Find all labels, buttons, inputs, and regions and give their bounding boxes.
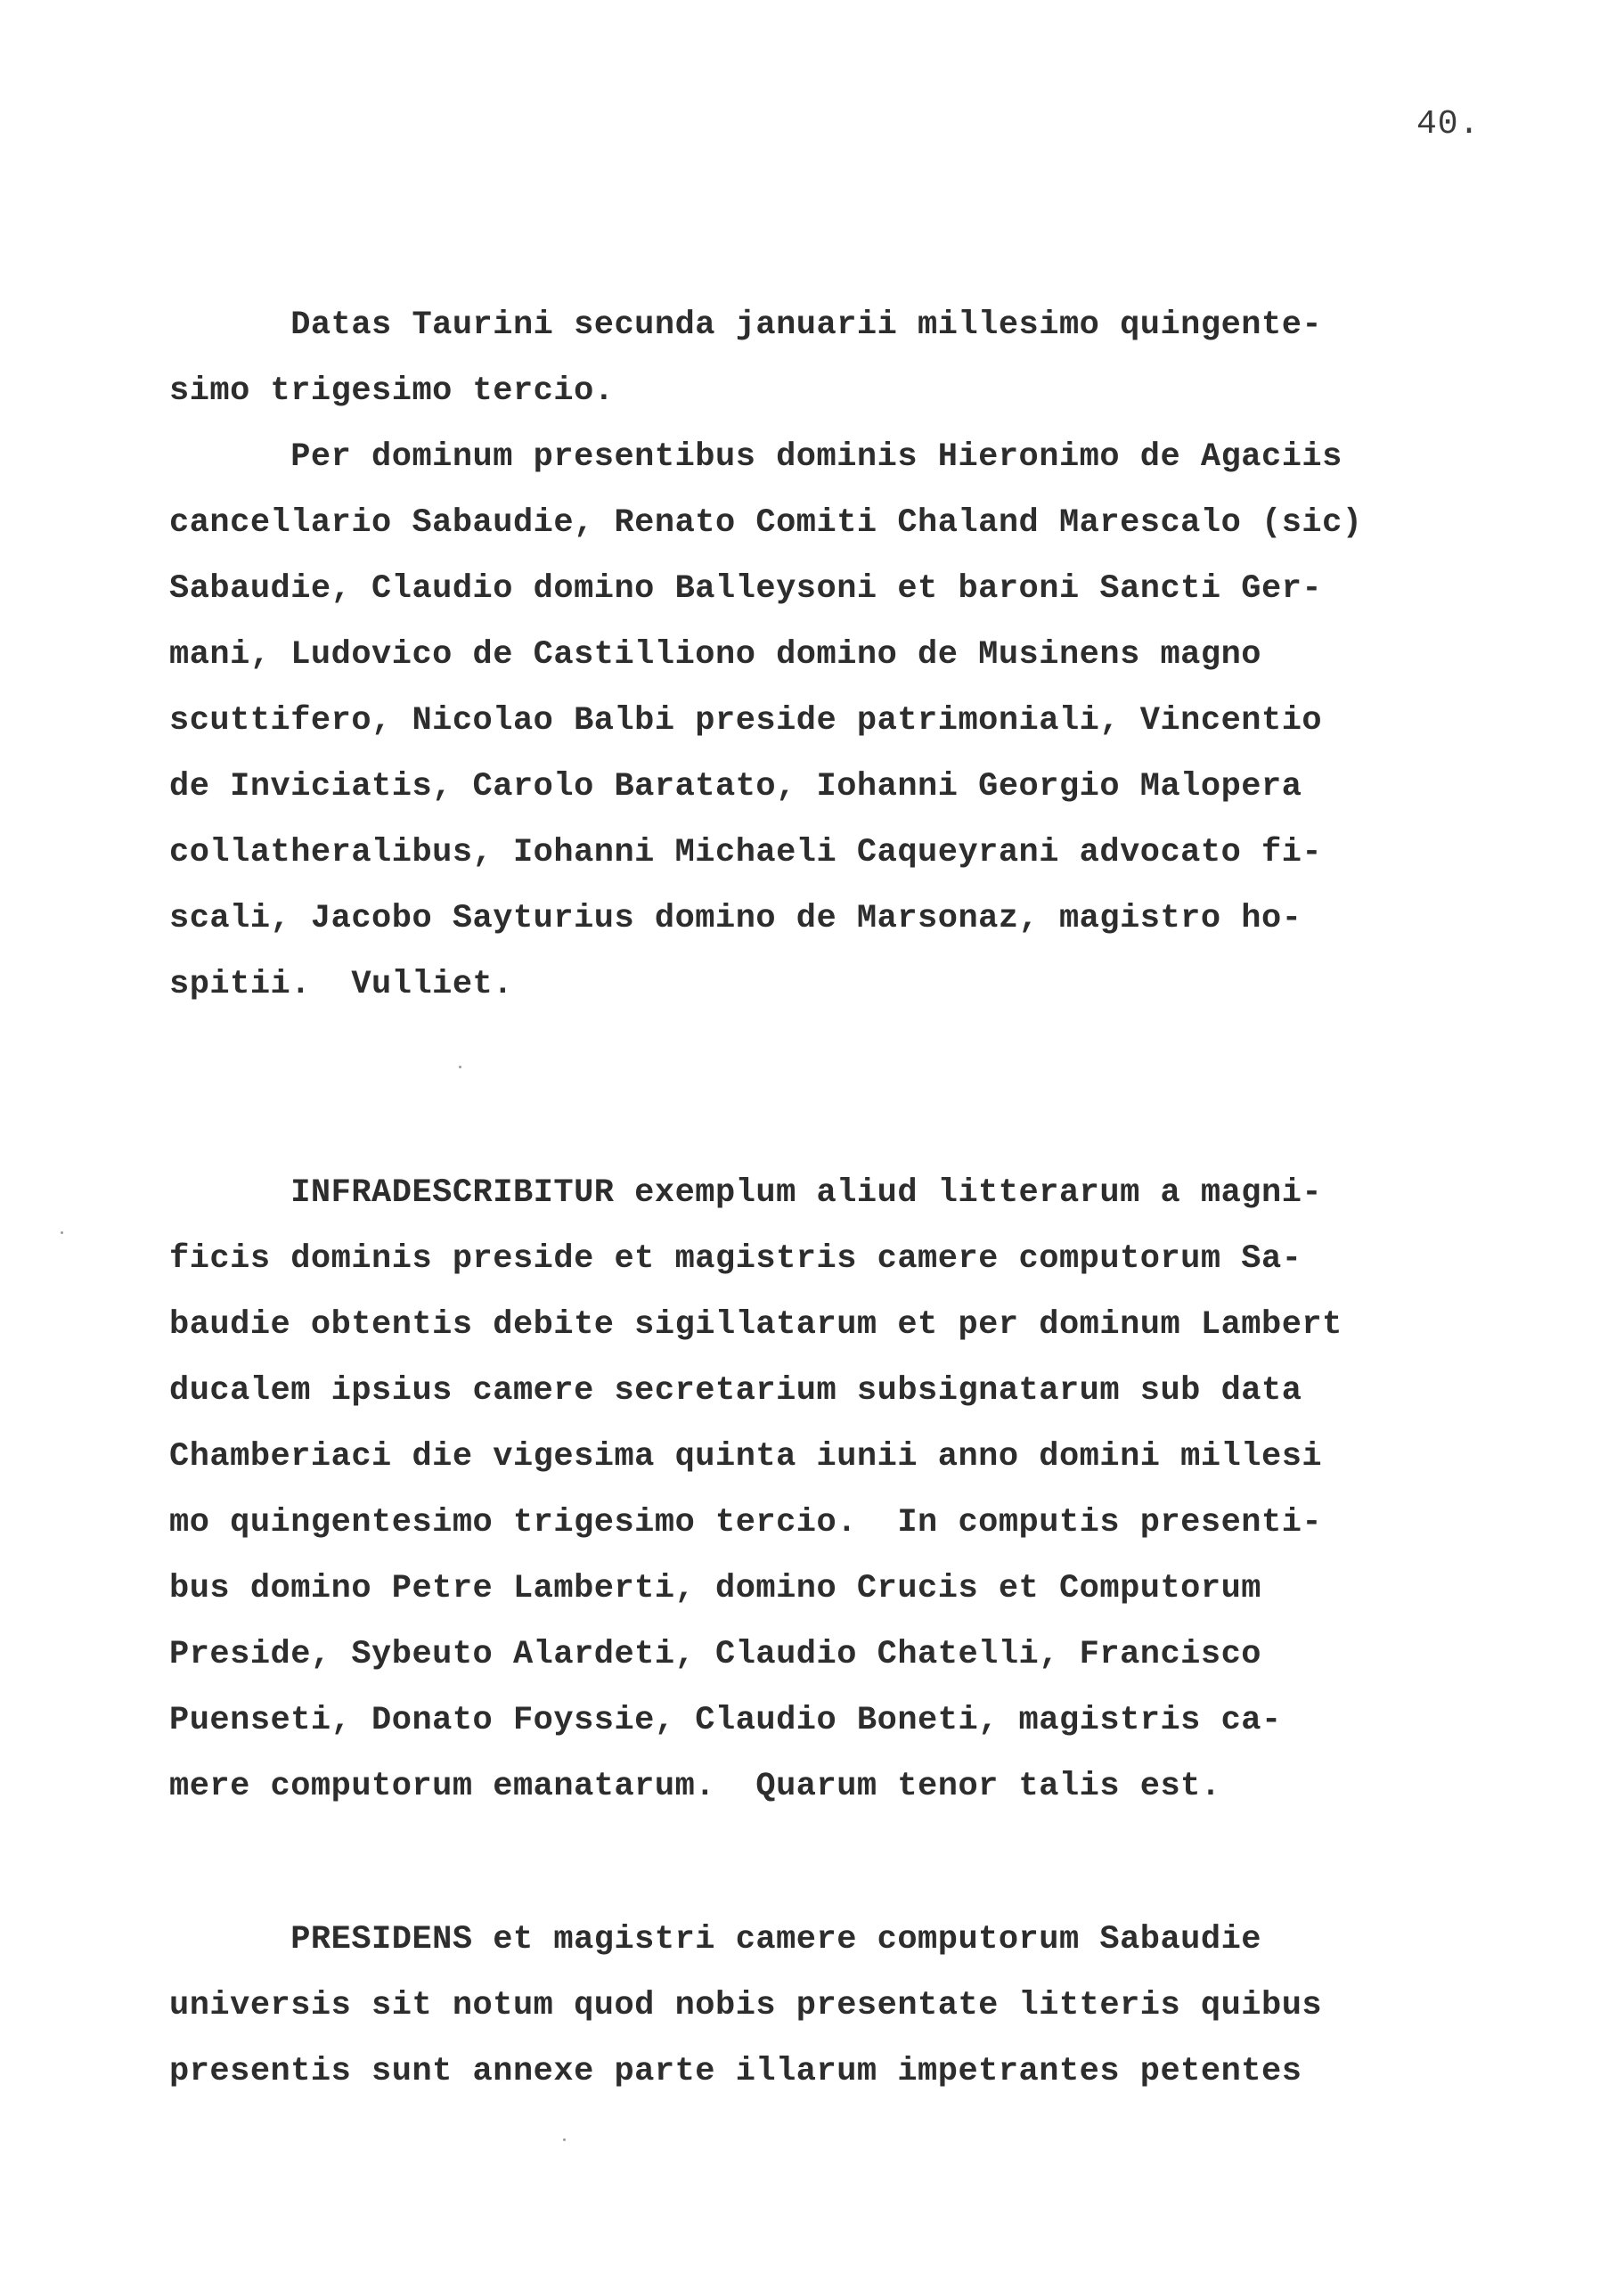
text-line: ducalem ipsius camere secretarium subsignatarum sub data <box>169 1372 1302 1410</box>
paragraph-datas-taurini <box>169 292 1523 1018</box>
text-line: ficis dominis preside et magistris camere computorum Sa- <box>169 1240 1302 1278</box>
text-line: cancellario Sabaudie, Renato Comiti Chaland Marescalo (sic) <box>169 504 1363 542</box>
text-line: Puenseti, Donato Foyssie, Claudio Boneti, magistris ca- <box>169 1702 1282 1739</box>
text-line: mani, Ludovico de Castilliono domino de Musinens magno <box>169 636 1261 674</box>
text-line: baudie obtentis debite sigillatarum et per dominum Lambert <box>169 1306 1342 1344</box>
text-line: de Inviciatis, Carolo Baratato, Iohanni Georgio Malopera <box>169 768 1302 805</box>
text-line: Chamberiaci die vigesima quinta iunii anno domini millesi <box>169 1438 1323 1476</box>
paragraph-presidens <box>169 1907 1523 2105</box>
text-line: universis sit notum quod nobis presentate litteris quibus <box>169 1987 1323 2024</box>
text-line: presentis sunt annexe parte illarum impetrantes petentes <box>169 2053 1302 2090</box>
text-line: mere computorum emanatarum. Quarum tenor talis est. <box>169 1768 1221 1805</box>
paper-speck <box>563 2138 566 2141</box>
text-line: INFRADESCRIBITUR exemplum aliud litterarum a magni- <box>169 1174 1323 1212</box>
paragraph-infradescribitur <box>169 1160 1523 1819</box>
text-line: scali, Jacobo Sayturius domino de Marsonaz, magistro ho- <box>169 900 1302 937</box>
text-line: PRESIDENS et magistri camere computorum Sabaudie <box>169 1921 1261 1958</box>
text-line: Per dominum presentibus dominis Hieronimo de Agaciis <box>169 438 1342 476</box>
text-line: Datas Taurini secunda januarii millesimo quingente- <box>169 307 1323 344</box>
paper-speck <box>459 1066 461 1068</box>
text-line: mo quingentesimo trigesimo tercio. In computis presenti- <box>169 1504 1323 1541</box>
text-line: simo trigesimo tercio. <box>169 372 615 410</box>
text-line: Sabaudie, Claudio domino Balleysoni et baroni Sancti Ger- <box>169 570 1323 608</box>
text-line: Preside, Sybeuto Alardeti, Claudio Chatelli, Francisco <box>169 1636 1261 1673</box>
text-line: collatheralibus, Iohanni Michaeli Caqueyrani advocato fi- <box>169 834 1323 871</box>
text-line: scuttifero, Nicolao Balbi preside patrimoniali, Vincentio <box>169 702 1323 740</box>
text-line: spitii. Vulliet. <box>169 966 513 1003</box>
page-number: 40. <box>1416 105 1481 143</box>
paper-speck <box>61 1231 63 1234</box>
text-line: bus domino Petre Lamberti, domino Crucis et Computorum <box>169 1570 1261 1607</box>
